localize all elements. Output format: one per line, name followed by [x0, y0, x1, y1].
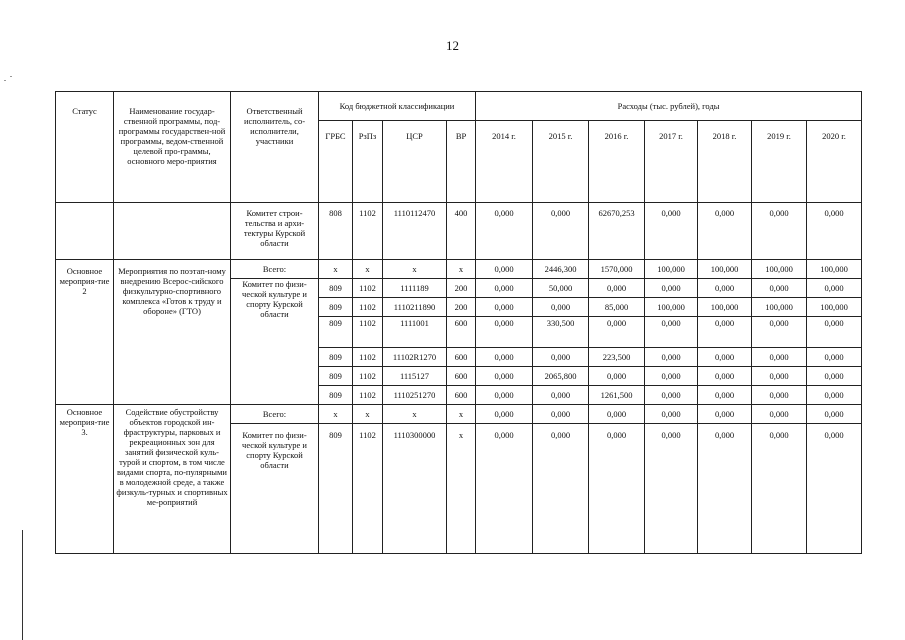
value-cell: 50,000	[533, 279, 589, 298]
value-cell: 0,000	[752, 279, 807, 298]
rzpz-cell: 1102	[353, 424, 383, 554]
total-label: Всего:	[231, 260, 319, 279]
value-cell: 0,000	[476, 424, 533, 554]
grbs-cell: 809	[319, 298, 353, 317]
vr-cell: х	[447, 260, 476, 279]
name-cell: Мероприятия по поэтап-ному внедрению Всерос-сийского физкультурно-спортивного комплекса «Готов к труду и обороне» (ГТО)	[114, 260, 231, 405]
value-cell: 0,000	[752, 386, 807, 405]
value-cell: 2065,800	[533, 367, 589, 386]
value-cell: 0,000	[533, 386, 589, 405]
header-year: 2014 г.	[476, 121, 533, 203]
rzpz-cell: 1102	[353, 317, 383, 348]
csr-cell: 1110112470	[383, 203, 447, 260]
header-year: 2016 г.	[589, 121, 645, 203]
rzpz-cell: 1102	[353, 298, 383, 317]
value-cell: 0,000	[645, 317, 698, 348]
header-year: 2017 г.	[645, 121, 698, 203]
value-cell: 85,000	[589, 298, 645, 317]
value-cell: 0,000	[589, 424, 645, 554]
value-cell: 0,000	[698, 367, 752, 386]
value-cell: 0,000	[752, 424, 807, 554]
grbs-cell: 809	[319, 279, 353, 298]
value-cell: 0,000	[807, 279, 862, 298]
header-rzpz: РзПз	[353, 121, 383, 203]
value-cell: 0,000	[752, 348, 807, 367]
value-cell: 0,000	[533, 405, 589, 424]
header-row	[56, 92, 862, 121]
vr-cell: 200	[447, 279, 476, 298]
value-cell: 0,000	[533, 298, 589, 317]
total-label: Всего:	[231, 405, 319, 424]
value-cell: 0,000	[698, 424, 752, 554]
value-cell: 0,000	[476, 348, 533, 367]
value-cell: 0,000	[807, 424, 862, 554]
value-cell: 0,000	[645, 424, 698, 554]
value-cell: 100,000	[645, 260, 698, 279]
vr-cell: 600	[447, 317, 476, 348]
rzpz-cell: 1102	[353, 386, 383, 405]
rzpz-cell: х	[353, 405, 383, 424]
vr-cell: х	[447, 424, 476, 554]
status-cell	[56, 203, 114, 260]
csr-cell: 1111001	[383, 317, 447, 348]
table-row	[56, 203, 862, 260]
value-cell: 0,000	[752, 367, 807, 386]
header-csr: ЦСР	[383, 121, 447, 203]
responsible-cell: Комитет по физи-ческой культуре и спорту Курской области	[231, 279, 319, 405]
value-cell: 100,000	[807, 260, 862, 279]
csr-cell: 1115127	[383, 367, 447, 386]
csr-cell: х	[383, 260, 447, 279]
name-cell	[114, 203, 231, 260]
vr-cell: 200	[447, 298, 476, 317]
vr-cell: 600	[447, 367, 476, 386]
header-expenses: Расходы (тыс. рублей), годы	[476, 92, 862, 121]
value-cell: 0,000	[807, 386, 862, 405]
value-cell: 0,000	[752, 203, 807, 260]
vr-cell: 600	[447, 348, 476, 367]
value-cell: 0,000	[589, 279, 645, 298]
margin-line	[22, 530, 23, 640]
value-cell: 100,000	[698, 260, 752, 279]
name-cell: Содействие обустройству объектов городской ин-фраструктуры, парковых и рекреационных зон для занятий физической куль-турой и спортом, в том числе видами спорта, по-пулярными в молодежной среде, а также физкуль-турных и спортивных ме-роприятий	[114, 405, 231, 554]
grbs-cell: 809	[319, 424, 353, 554]
value-cell: 0,000	[645, 348, 698, 367]
grbs-cell: 808	[319, 203, 353, 260]
value-cell: 0,000	[476, 298, 533, 317]
rzpz-cell: 1102	[353, 203, 383, 260]
grbs-cell: 809	[319, 367, 353, 386]
grbs-cell: 809	[319, 386, 353, 405]
value-cell: 0,000	[645, 386, 698, 405]
value-cell: 100,000	[698, 298, 752, 317]
vr-cell: х	[447, 405, 476, 424]
rzpz-cell: 1102	[353, 348, 383, 367]
value-cell: 0,000	[752, 405, 807, 424]
value-cell: 0,000	[589, 367, 645, 386]
value-cell: 0,000	[476, 367, 533, 386]
header-year: 2019 г.	[752, 121, 807, 203]
value-cell: 0,000	[698, 348, 752, 367]
value-cell: 0,000	[645, 405, 698, 424]
status-cell: Основное мероприя-тие 3.	[56, 405, 114, 554]
csr-cell: 1110251270	[383, 386, 447, 405]
rzpz-cell: 1102	[353, 279, 383, 298]
vr-cell: 400	[447, 203, 476, 260]
value-cell: 0,000	[476, 203, 533, 260]
header-year: 2018 г.	[698, 121, 752, 203]
value-cell: 0,000	[807, 203, 862, 260]
value-cell: 0,000	[698, 317, 752, 348]
budget-table	[55, 91, 862, 554]
value-cell: 0,000	[698, 386, 752, 405]
rzpz-cell: 1102	[353, 367, 383, 386]
value-cell: 0,000	[476, 317, 533, 348]
value-cell: 0,000	[476, 260, 533, 279]
value-cell: 0,000	[807, 405, 862, 424]
value-cell: 0,000	[476, 405, 533, 424]
csr-cell: 11102R1270	[383, 348, 447, 367]
status-cell: Основное мероприя-тие 2	[56, 260, 114, 405]
header-year: 2015 г.	[533, 121, 589, 203]
value-cell: 0,000	[645, 367, 698, 386]
header-status: Статус	[56, 92, 114, 203]
value-cell: 1261,500	[589, 386, 645, 405]
header-grbs: ГРБС	[319, 121, 353, 203]
value-cell: 100,000	[752, 298, 807, 317]
value-cell: 0,000	[645, 279, 698, 298]
value-cell: 0,000	[533, 203, 589, 260]
value-cell: 0,000	[533, 348, 589, 367]
responsible-cell: Комитет по физи-ческой культуре и спорту Курской области	[231, 424, 319, 554]
scan-speck	[4, 80, 6, 81]
value-cell: 0,000	[476, 279, 533, 298]
value-cell: 0,000	[476, 386, 533, 405]
rzpz-cell: х	[353, 260, 383, 279]
value-cell: 0,000	[807, 367, 862, 386]
header-year: 2020 г.	[807, 121, 862, 203]
value-cell: 0,000	[589, 317, 645, 348]
header-budget-code: Код бюджетной классификации	[319, 92, 476, 121]
value-cell: 0,000	[752, 317, 807, 348]
grbs-cell: х	[319, 260, 353, 279]
scan-speck	[10, 76, 12, 77]
value-cell: 100,000	[752, 260, 807, 279]
value-cell: 100,000	[645, 298, 698, 317]
header-name: Наименование государ-ственной программы, под-программы государствен-ной программы, ведом-ственной целевой про-граммы, основного меро-приятия	[114, 92, 231, 203]
header-responsible: Ответственный исполнитель, со-исполнители, участники	[231, 92, 319, 203]
header-vr: ВР	[447, 121, 476, 203]
value-cell: 62670,253	[589, 203, 645, 260]
csr-cell: 1110211890	[383, 298, 447, 317]
vr-cell: 600	[447, 386, 476, 405]
table-row	[56, 260, 862, 279]
value-cell: 0,000	[807, 348, 862, 367]
value-cell: 0,000	[698, 279, 752, 298]
page-number: 12	[446, 38, 459, 53]
value-cell: 0,000	[698, 405, 752, 424]
csr-cell: 1111189	[383, 279, 447, 298]
value-cell: 0,000	[533, 424, 589, 554]
table-row	[56, 405, 862, 424]
value-cell: 223,500	[589, 348, 645, 367]
value-cell: 330,500	[533, 317, 589, 348]
value-cell: 2446,300	[533, 260, 589, 279]
value-cell: 0,000	[589, 405, 645, 424]
value-cell: 100,000	[807, 298, 862, 317]
responsible-cell: Комитет строи-тельства и архи-тектуры Курской области	[231, 203, 319, 260]
csr-cell: х	[383, 405, 447, 424]
grbs-cell: х	[319, 405, 353, 424]
value-cell: 0,000	[698, 203, 752, 260]
csr-cell: 1110300000	[383, 424, 447, 554]
grbs-cell: 809	[319, 348, 353, 367]
value-cell: 0,000	[645, 203, 698, 260]
grbs-cell: 809	[319, 317, 353, 348]
value-cell: 0,000	[807, 317, 862, 348]
value-cell: 1570,000	[589, 260, 645, 279]
